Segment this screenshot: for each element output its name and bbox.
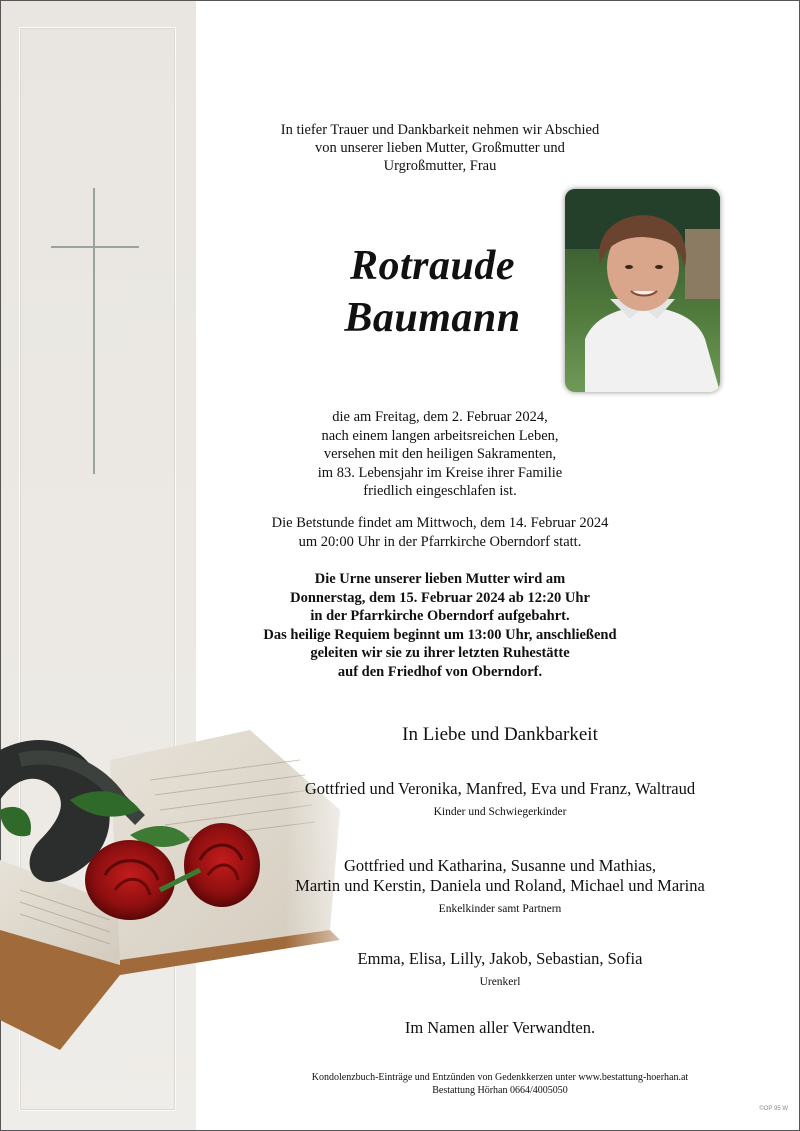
grandchildren-line: Martin und Kerstin, Daniela und Roland, Michael und Marina	[295, 876, 705, 895]
death-line: versehen mit den heiligen Sakramenten,	[323, 446, 557, 462]
intro-text	[190, 121, 690, 175]
death-line: nach einem langen arbeitsreichen Leben,	[321, 427, 559, 444]
print-code: ©OP 95 W	[759, 1106, 788, 1112]
cross-icon-vertical	[93, 188, 95, 474]
urn-notice	[190, 570, 690, 681]
grandchildren-line: Gottfried und Katharina, Susanne und Mathias,	[343, 856, 657, 875]
love-heading: In Liebe und Dankbarkeit	[402, 724, 598, 745]
urn-line: in der Pfarrkirche Oberndorf aufgebahrt.	[310, 608, 570, 624]
death-notice	[190, 408, 690, 501]
death-line: im 83. Lebensjahr im Kreise ihrer Familie	[317, 464, 563, 481]
intro-line: Urgroßmutter, Frau	[383, 158, 497, 174]
grandchildren-names	[250, 856, 750, 896]
urn-line: Das heilige Requiem beginnt um 13:00 Uhr, anschließend	[263, 626, 617, 643]
footer-contact-line: Bestattung Hörhan 0664/4005050	[432, 1084, 568, 1096]
first-name: Rotraude	[349, 243, 516, 289]
prayer-line: um 20:00 Uhr in der Pfarrkirche Oberndorf statt.	[298, 533, 582, 550]
intro-line: von unserer lieben Mutter, Großmutter und	[315, 140, 565, 156]
children-names: Gottfried und Veronika, Manfred, Eva und Franz, Waltraud	[304, 779, 696, 798]
portrait-photo	[565, 189, 720, 392]
great-grandchildren-names: Emma, Elisa, Lilly, Jakob, Sebastian, Sofia	[357, 949, 643, 968]
children-label: Kinder und Schwiegerkinder	[433, 806, 567, 818]
last-name: Baumann	[344, 295, 521, 341]
urn-line: geleiten wir sie zu ihrer letzten Ruhestätte	[310, 645, 570, 661]
footer-condolence-line: Kondolenzbuch-Einträge und Entzünden von Gedenkkerzen unter www.bestattung-hoerhan.at	[311, 1072, 689, 1083]
death-line: friedlich eingeschlafen ist.	[363, 483, 517, 499]
footer	[200, 1072, 800, 1097]
urn-line: Donnerstag, dem 15. Februar 2024 ab 12:20 Uhr	[290, 589, 590, 606]
grandchildren-label: Enkelkinder samt Partnern	[438, 903, 562, 915]
relatives-line: Im Namen aller Verwandten.	[404, 1018, 596, 1037]
urn-line: auf den Friedhof von Oberndorf.	[337, 663, 543, 680]
death-line: die am Freitag, dem 2. Februar 2024,	[332, 409, 548, 425]
deceased-name	[300, 240, 565, 344]
prayer-notice	[190, 514, 690, 551]
great-grandchildren-label: Urenkerl	[479, 976, 521, 988]
urn-line: Die Urne unserer lieben Mutter wird am	[314, 571, 566, 587]
intro-line: In tiefer Trauer und Dankbarkeit nehmen wir Abschied	[280, 122, 600, 138]
cross-icon-horizontal	[51, 246, 139, 248]
prayer-line: Die Betstunde findet am Mittwoch, dem 14. Februar 2024	[271, 515, 609, 531]
